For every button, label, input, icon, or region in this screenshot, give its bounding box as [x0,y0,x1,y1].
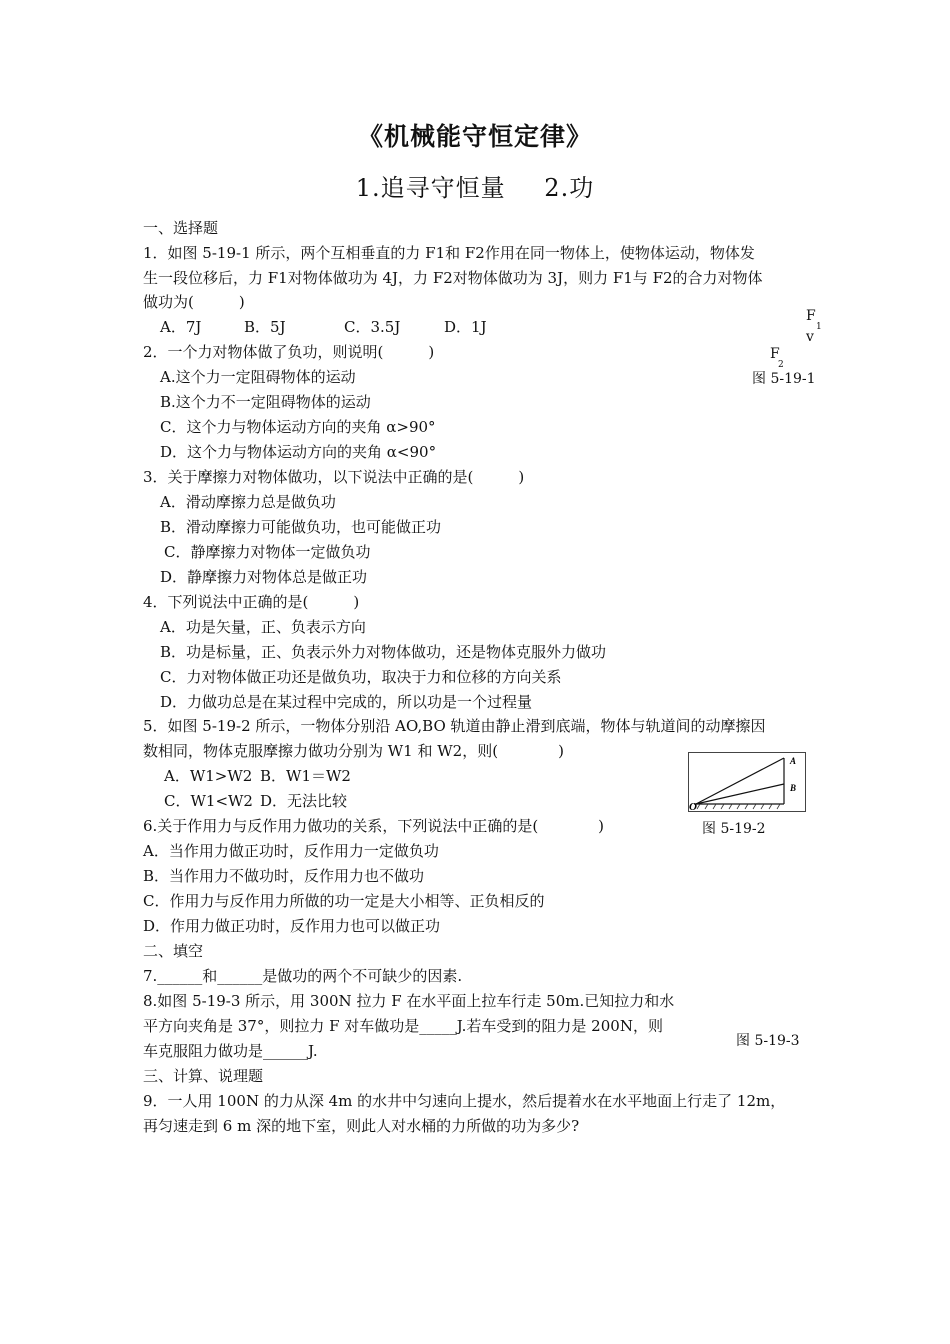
q1-line-1: 1．如图 5-19-1 所示，两个互相垂直的力 F1和 F2作用在同一物体上，使物体运动，物体发 [143,244,755,262]
q9-line-2: 再匀速走到 6 m 深的地下室，则此人对水桶的力所做的功为多少? [143,1117,580,1135]
fig1-f1-label: F [806,308,816,324]
track-ao [696,758,784,804]
q2-option-a: A.这个力一定阻碍物体的运动 [160,368,356,386]
q6-option-b: B．当作用力不做功时，反作用力也不做功 [143,867,425,885]
q8-line-2: 平方向夹角是 37°，则拉力 F 对车做功是_____J.若车受到的阻力是 200N，则 [143,1017,663,1035]
q6-option-a: A．当作用力做正功时，反作用力一定做负功 [143,842,439,860]
fig2-caption: 图 5-19-2 [702,821,766,837]
q5-line-2: 数相同，物体克服摩擦力做功分别为 W1 和 W2，则( ) [143,742,564,760]
q6-option-c: C．作用力与反作用力所做的功一定是大小相等、正负相反的 [143,892,545,910]
q1-option-a: A．7J [160,318,202,336]
q2-option-c: C．这个力与物体运动方向的夹角 α>90° [160,418,436,436]
fig1-f1-subscript: 1 [816,322,822,332]
q1-option-c: C．3.5J [344,318,401,336]
q4-option-b: B．功是标量，正、负表示外力对物体做功，还是物体克服外力做功 [160,643,607,661]
q3-option-c: C．静摩擦力对物体一定做负功 [164,543,371,561]
section-calc-heading: 三、计算、说理题 [143,1067,264,1085]
ground-hatch [697,804,780,809]
incline-figure [688,752,806,812]
q1-line-2: 生一段位移后，力 F1对物体做功为 4J，力 F2对物体做功为 3J，则力 F1与 F2的合力对物体 [143,269,763,287]
q5-option-b: B．W1＝W2 [260,767,351,785]
track-bo [696,784,784,804]
q4-option-c: C．力对物体做正功还是做负功，取决于力和位移的方向关系 [160,668,562,686]
q5-options-row-1 [164,766,351,786]
q3-option-a: A．滑动摩擦力总是做负功 [160,493,336,511]
q5-options-row-2 [164,791,347,811]
q8-line-3: 车克服阻力做功是______J. [143,1042,318,1060]
q2-option-b: B.这个力不一定阻碍物体的运动 [160,393,371,411]
fig1-f2-subscript: 2 [778,360,784,370]
fig3-caption: 图 5-19-3 [736,1033,800,1049]
label-b: B [790,783,797,793]
q1-options [160,317,487,337]
label-a: A [790,756,797,766]
q5-line-1: 5．如图 5-19-2 所示，一物体分别沿 AO,BO 轨道由静止滑到底端，物体与轨道间的动摩擦因 [143,717,766,735]
q5-option-a: A．W1>W2 [164,767,253,785]
q4-option-a: A．功是矢量，正、负表示方向 [160,618,366,636]
fig1-f2-label: F [770,346,780,362]
page-subtitle: 1.追寻守恒量 2.功 [355,174,595,202]
q1-line-3: 做功为( ) [143,293,245,311]
page-title: 《机械能守恒定律》 [357,122,592,151]
fig1-v-label: v [806,329,814,345]
q2-option-d: D．这个力与物体运动方向的夹角 α<90° [160,443,437,461]
q6-option-d: D．作用力做正功时，反作用力也可以做正功 [143,917,441,935]
q4-option-d: D．力做功总是在某过程中完成的，所以功是一个过程量 [160,693,533,711]
q3-option-b: B．滑动摩擦力可能做负功，也可能做正功 [160,518,442,536]
q5-option-d: D．无法比较 [260,792,348,810]
q4-stem: 4．下列说法中正确的是( ) [143,593,360,611]
q7-text: 7.______和______是做功的两个不可缺少的因素. [143,967,463,985]
section-fill-heading: 二、填空 [143,942,204,960]
label-o: O [689,801,697,812]
q1-option-b: B．5J [244,318,286,336]
section-choice-heading: 一、选择题 [143,219,219,237]
q8-line-1: 8.如图 5-19-3 所示，用 300N 拉力 F 在水平面上拉车行走 50m.已知拉力和水 [143,992,675,1010]
q9-line-1: 9．一人用 100N 的力从深 4m 的水井中匀速向上提水，然后提着水在水平地面上行走了 12m， [143,1092,786,1110]
q3-stem: 3．关于摩擦力对物体做功，以下说法中正确的是( ) [143,468,525,486]
q1-option-d: D．1J [444,318,487,336]
q3-option-d: D．静摩擦力对物体总是做正功 [160,568,368,586]
q5-option-c: C．W1<W2 [164,792,253,810]
figure-border [689,753,806,812]
fig1-caption: 图 5-19-1 [752,371,816,387]
q6-stem: 6.关于作用力与反作用力做功的关系，下列说法中正确的是( ) [143,817,605,835]
q2-stem: 2．一个力对物体做了负功，则说明( ) [143,343,435,361]
